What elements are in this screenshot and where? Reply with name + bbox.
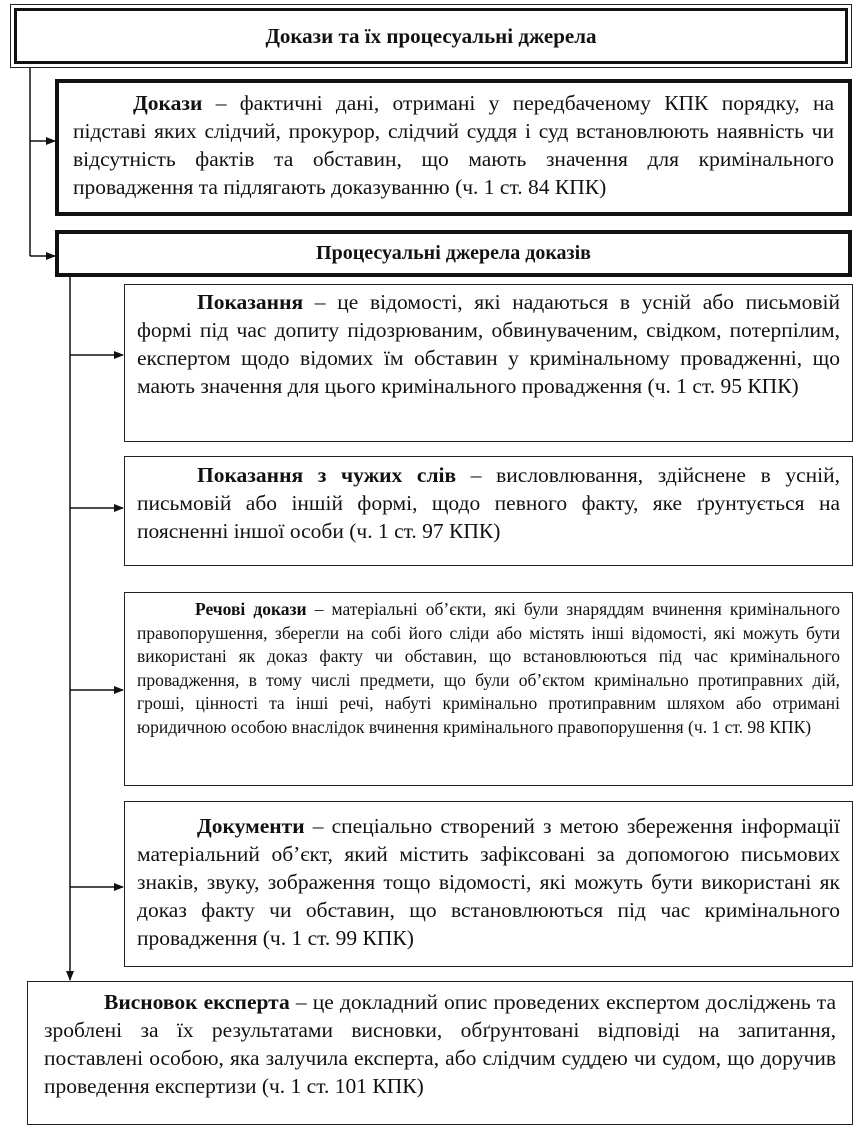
source-term: Документи <box>197 814 305 838</box>
sources-header: Процесуальні джерела доказів <box>316 242 591 264</box>
source-term: Висновок експерта <box>104 990 290 1014</box>
source-description: – це докладний опис проведених експертом досліджень та зроблені за їх результатами висновки, обґрунтовані відповіді на запитання, поставлені особою, яка залучила експерта, або слідчим суддею чи судом, що доручив проведення експертизи (ч. 1 ст. 101 КПК) <box>44 990 836 1098</box>
sources-header-box <box>55 230 852 277</box>
evidence-definition-box <box>55 79 852 216</box>
source-text <box>137 812 840 952</box>
source-description: – це відомості, які надаються в усній або письмовій формі під час допиту підозрюваним, обвинуваченим, свідком, потерпілим, експертом щодо відомих їм обставин у кримінальному провадженні, що мають значення для цього кримінального провадження (ч. 1 ст. 95 КПК) <box>137 290 840 398</box>
source-text <box>44 988 836 1100</box>
evidence-term: Докази <box>133 91 203 115</box>
diagram-title: Докази та їх процесуальні джерела <box>265 23 597 48</box>
source-text <box>137 461 840 545</box>
source-box-hearsay <box>124 456 853 566</box>
evidence-description: – фактичні дані, отримані у передбаченому КПК порядку, на підставі яких слідчий, прокурор, слідчий суддя і суд встановлюють наявність чи відсутність фактів та обставин, що мають значення для кримінального провадження та підлягають доказуванню (ч. 1 ст. 84 КПК) <box>73 91 834 199</box>
source-box-physical-evidence <box>124 592 853 786</box>
source-description: – висловлювання, здійснене в усній, письмовій або іншій формі, щодо певного факту, яке ґрунтується на поясненні іншої особи (ч. 1 ст. 97 КПК) <box>137 463 841 543</box>
source-text <box>137 288 840 400</box>
diagram-title-box <box>10 4 852 68</box>
source-description: – спеціально створений з метою збереження інформації матеріальний об’єкт, який містить зафіксовані за допомогою письмових знаків, звуку, зображення тощо відомості, які можуть бути використані як доказ факту чи обставин, що встановлюються під час кримінального провадження (ч. 1 ст. 99 КПК) <box>137 814 840 950</box>
source-term: Показання з чужих слів <box>197 463 457 487</box>
source-term: Показання <box>197 290 304 314</box>
source-box-expert-opinion <box>27 981 853 1125</box>
source-term: Речові докази <box>195 599 307 619</box>
source-description: – матеріальні об’єкти, які були знаряддям вчинення кримінального правопорушення, зберегли на собі його сліди або містять інші відомості, які можуть бути використані як доказ факту чи обставин, що встановлюються під час кримінального провадження, в тому числі предмети, що були об’єктом кримінально протиправних дій, гроші, цінності та інші речі, набуті кримінально протиправним шляхом або отримані юридичною особою внаслідок вчинення кримінального правопорушення (ч. 1 ст. 98 КПК) <box>137 599 841 737</box>
source-text <box>137 598 840 740</box>
source-box-documents <box>124 801 853 967</box>
source-box-testimony <box>124 284 853 442</box>
evidence-definition-text <box>73 89 834 201</box>
